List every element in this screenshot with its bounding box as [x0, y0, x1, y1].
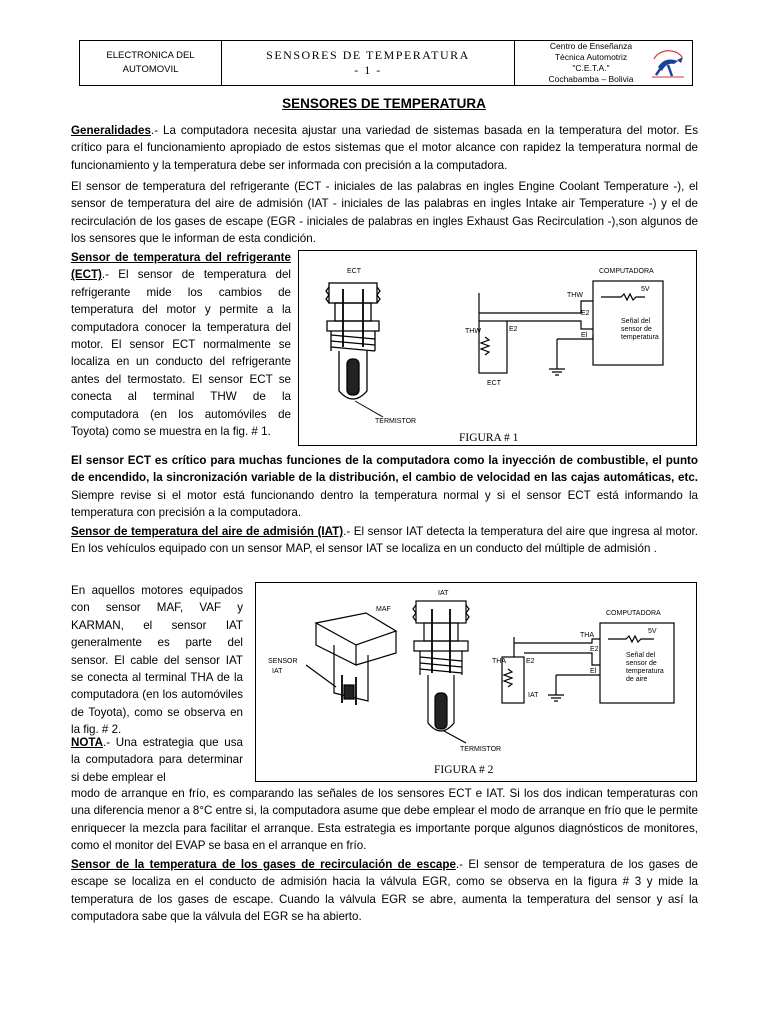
- nota-paragraph: [71, 734, 243, 786]
- fig2-label-e2-left: E2: [526, 658, 535, 665]
- fig2-label-termistor: TERMISTOR: [460, 746, 502, 753]
- page-title: SENSORES DE TEMPERATURA: [282, 96, 486, 111]
- header-institution: [515, 41, 692, 85]
- fig1-label-senal-3: temperatura: [621, 334, 659, 341]
- fig2-label-tha-left: THA: [492, 658, 506, 665]
- fig1-label-computadora: COMPUTADORA: [599, 268, 654, 275]
- fig2-label-tha-right: THA: [580, 632, 594, 639]
- fig2-label-e1: El: [590, 668, 597, 675]
- figure-2-iat-diagram: [255, 582, 697, 782]
- fig2-label-senal-1: Señal del: [626, 652, 656, 659]
- header-table: [79, 40, 693, 86]
- header-course: [80, 41, 222, 85]
- fig2-label-iat-bottom: IAT: [528, 692, 539, 699]
- fig2-label-senal-4: de aire: [626, 676, 648, 683]
- fig1-label-termistor: TERMISTOR: [375, 418, 417, 425]
- fig1-label-senal-1: Señal del: [621, 318, 651, 325]
- egr-text: .- El sensor de temperatura de los gases de escape se localiza en el conducto de admisión hacia la válvula EGR, como se observa en la figura # 3 y mide la temperatura de los gases de escape. Cuando la válvula EGR se abre, aumenta la temperatura del sensor y así la computadora sabe que la válvula del EGR se ha abierto.: [71, 858, 698, 924]
- fig1-label-e2-left: E2: [509, 326, 518, 333]
- header-topic-title: SENSORES DE TEMPERATURA: [266, 48, 470, 62]
- header-inst-line3: "C.E.T.A.": [572, 63, 610, 73]
- generalidades-text: .- La computadora necesita ajustar una variedad de sistemas basada en la temperatura del motor. Es crítico para el funcionamiento apropiado de estos sistemas que el motor alcance con rapidez la temperatura normal de funcionamiento y la temperatura debe ser informada con precisión a la computadora.: [71, 124, 698, 172]
- ect-bold-text: El sensor ECT es crítico para muchas funciones de la computadora como la inyección de combustible, el punto de encendido, la sincronización variable de la distribución, el cambio de velocidad en las cajas automáticas, etc.: [71, 454, 698, 485]
- egr-paragraph: [71, 856, 698, 926]
- ect-heading: Sensor de temperatura del refrigerante (ECT): [71, 251, 291, 282]
- fig2-label-e2: E2: [590, 646, 599, 653]
- fig2-label-senal-2: sensor de: [626, 660, 657, 667]
- sensors-intro-paragraph: El sensor de temperatura del refrigerante (ECT - iniciales de las palabras en ingles Engine Coolant Temperature -), el sensor de temperatura del aire de admisión (IAT - iniciales de las palabras en ingles Intake air Temperature -) y el de recirculación de los gases de escape (EGR - iniciales de palabras en ingles Exhaust Gas Recirculation -),son algunos de los sensores que le informan de esta condición.: [71, 180, 698, 246]
- fig1-label-thw-left: THW: [465, 328, 481, 335]
- ect-text: .- El sensor de temperatura del refrigerante mide los cambios de temperatura del motor y permite a la computadora conocer la temperatura del motor. El sensor ECT normalmente se localiza en un conducto del refrigerante antes del termostato. El sensor ECT se conecta al terminal THW de la computadora (en los automóviles de Toyota) como se muestra en la fig. # 1.: [71, 268, 291, 439]
- fig1-label-5v: 5V: [641, 286, 650, 293]
- iat-side-paragraph: En aquellos motores equipados con sensor MAF, VAF y KARMAN, el sensor IAT generalmente es parte del sensor. El cable del sensor IAT se conecta al terminal THA de la computadora (en los automóviles de Toyota), como se observa en la fig. # 2.: [71, 584, 243, 737]
- ect-importance-paragraph: [71, 452, 698, 522]
- fig1-label-e2: E2: [581, 310, 590, 317]
- ceta-logo-icon: [648, 45, 688, 83]
- nota-text: .- Una estrategia que usa la computadora para determinar si debe emplear el: [71, 736, 243, 784]
- ect-after-bold: Siempre revise si el motor está funcionando dentro la temperatura normal y si el sensor ECT está informando la temperatura con precisión a la computadora.: [71, 488, 698, 520]
- header-topic: [222, 41, 515, 85]
- ect-paragraph: [71, 249, 291, 440]
- fig2-caption: FIGURA # 2: [434, 764, 494, 776]
- iat-paragraph: [71, 523, 698, 558]
- header-course-line1: ELECTRONICA DEL: [106, 50, 195, 61]
- fig2-label-computadora: COMPUTADORA: [606, 610, 661, 617]
- egr-heading: Sensor de la temperatura de los gases de recirculación de escape: [71, 858, 456, 871]
- fig1-caption: FIGURA # 1: [459, 432, 519, 444]
- header-inst-line2: Técnica Automotriz: [554, 52, 628, 62]
- header-page-number: - 1 -: [354, 63, 382, 77]
- fig2-label-iat-side: IAT: [272, 668, 283, 675]
- iat-text: .- El sensor IAT detecta la temperatura del aire que ingresa al motor. En los vehículos equipado con un sensor MAP, el sensor IAT se localiza en un conducto del múltiple de admisión .: [71, 525, 698, 556]
- iat-heading: Sensor de temperatura del aire de admisión (IAT): [71, 525, 344, 538]
- fig1-label-thw-right: THW: [567, 292, 583, 299]
- figure-1-drawing: [299, 251, 698, 447]
- fig2-label-sensor: SENSOR: [268, 658, 298, 665]
- fig2-label-iat-top: IAT: [438, 590, 449, 597]
- header-inst-line1: Centro de Enseñanza: [549, 41, 633, 51]
- fig1-label-senal-2: sensor de: [621, 326, 652, 333]
- generalidades-paragraph: [71, 122, 698, 174]
- fig2-label-5v: 5V: [648, 628, 657, 635]
- header-course-line2: AUTOMOVIL: [122, 64, 179, 75]
- figure-2-drawing: [256, 583, 698, 783]
- nota-label: NOTA: [71, 736, 103, 749]
- cold-start-paragraph: modo de arranque en frío, es comparando las señales de los sensores ECT e IAT. Si los dos indican temperaturas con una diferencia menor a 8°C entre si, la computadora asume que debe emplear el modo de arranque en frío que le permite enriquecer la mezcla para facilitar el arranque. Esta estrategia es importante porque algunos diagnósticos de monitores, como el monitor del EVAP se basa en el arranque en frío.: [71, 787, 698, 853]
- fig2-label-senal-3: temperatura: [626, 668, 664, 675]
- figure-1-ect-diagram: [298, 250, 697, 446]
- header-inst-line4: Cochabamba – Bolivia: [548, 74, 634, 84]
- fig1-label-ect-bottom: ECT: [487, 380, 501, 387]
- fig1-label-ect-top: ECT: [347, 268, 361, 275]
- fig1-label-e1: El: [581, 332, 588, 339]
- generalidades-label: Generalidades: [71, 124, 151, 137]
- fig2-label-maf: MAF: [376, 606, 391, 613]
